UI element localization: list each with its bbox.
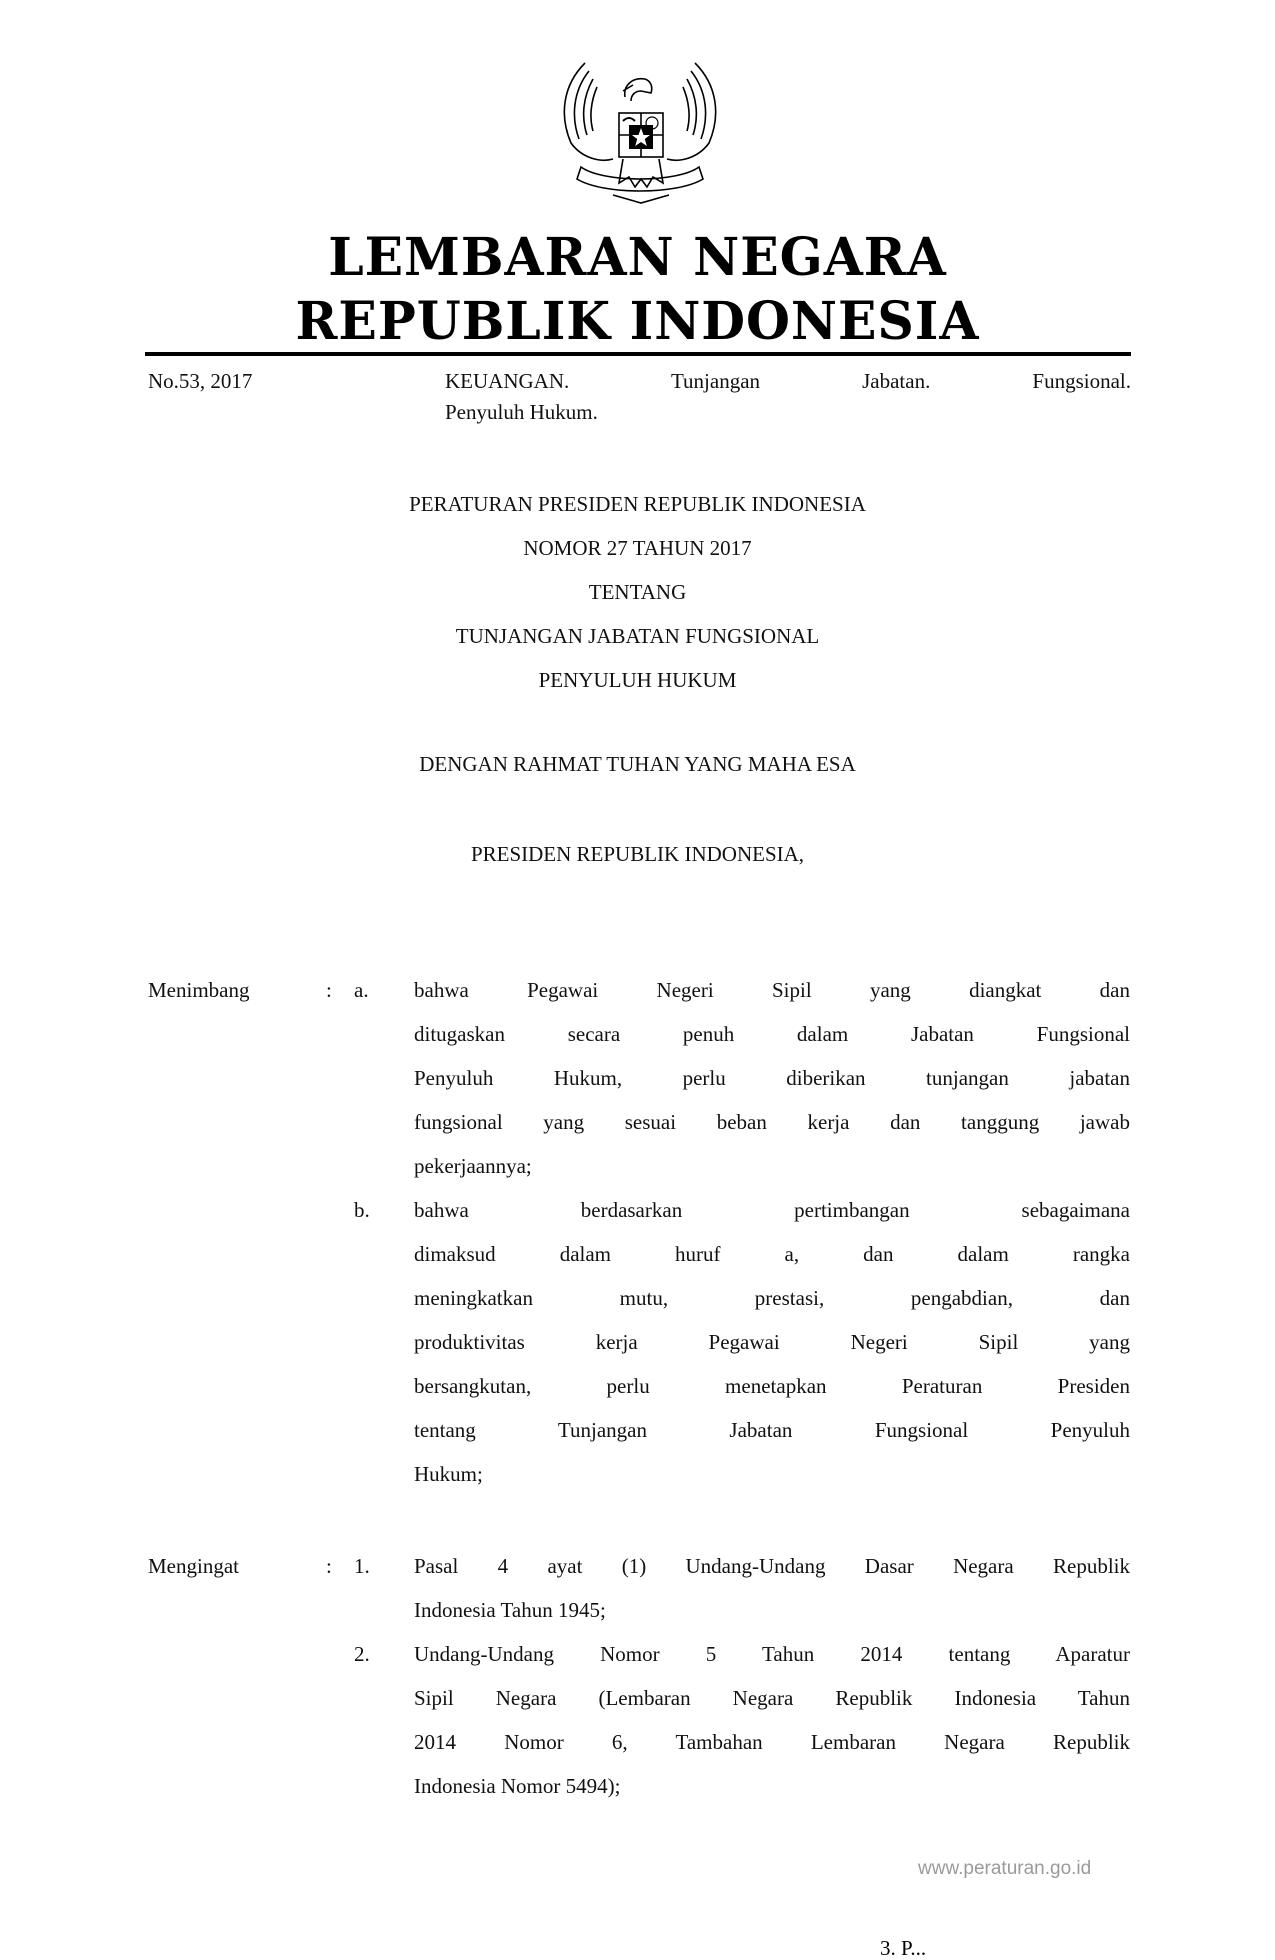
item-marker: b. — [354, 1198, 370, 1222]
regulation-title-line: PERATURAN PRESIDEN REPUBLIK INDONESIA — [409, 492, 866, 516]
invocation: DENGAN RAHMAT TUHAN YANG MAHA ESA — [419, 752, 856, 776]
section-colon: : — [326, 978, 332, 1002]
regulation-title-line: TUNJANGAN JABATAN FUNGSIONAL — [455, 624, 820, 648]
text-line: fungsional yang sesuai beban kerja dan tanggung jawab — [414, 1110, 1130, 1134]
page-continuation-marker: 3. P... — [880, 1936, 927, 1960]
text-line: Undang-Undang Nomor 5 Tahun 2014 tentang Aparatur — [414, 1642, 1130, 1666]
masthead-divider — [145, 352, 1131, 356]
item-marker: a. — [354, 978, 369, 1002]
regulation-title-block — [145, 482, 1130, 702]
text-line: Indonesia Tahun 1945; — [414, 1598, 606, 1622]
gazette-subject-line-2: Penyuluh Hukum. — [445, 400, 598, 424]
list-item — [148, 1544, 1133, 1632]
masthead-title-line-2: REPUBLIK INDONESIA — [295, 291, 980, 352]
regulation-title-line: TENTANG — [588, 580, 687, 604]
gazette-number: No.53, 2017 — [148, 369, 253, 393]
text-line: produktivitas kerja Pegawai Negeri Sipil yang — [414, 1330, 1130, 1354]
list-item — [148, 1188, 1133, 1496]
text-line: 2014 Nomor 6, Tambahan Lembaran Negara Republik — [414, 1730, 1130, 1754]
gazette-subject-line-1: KEUANGAN. Tunjangan Jabatan. Fungsional. — [445, 369, 1131, 393]
masthead-title-line-1: LEMBARAN NEGARA — [328, 227, 947, 288]
text-line: dimaksud dalam huruf a, dan dalam rangka — [414, 1242, 1130, 1266]
menimbang-section — [148, 968, 1133, 1496]
garuda-pancasila-emblem-icon — [553, 55, 727, 215]
text-line: Penyuluh Hukum, perlu diberikan tunjangan jabatan — [414, 1066, 1130, 1090]
text-line: Hukum; — [414, 1462, 483, 1486]
footer-website-link[interactable]: www.peraturan.go.id — [918, 1858, 1092, 1879]
list-item — [148, 968, 1133, 1188]
item-marker: 1. — [354, 1554, 370, 1578]
text-line: meningkatkan mutu, prestasi, pengabdian, dan — [414, 1286, 1130, 1310]
text-line: Sipil Negara (Lembaran Negara Republik Indonesia Tahun — [414, 1686, 1130, 1710]
text-line: Pasal 4 ayat (1) Undang-Undang Dasar Negara Republik — [414, 1554, 1130, 1578]
regulation-title-line: NOMOR 27 TAHUN 2017 — [523, 536, 752, 560]
mengingat-section — [148, 1544, 1133, 1808]
list-item — [148, 1632, 1133, 1808]
item-body — [414, 1188, 1130, 1496]
gazette-header-row — [148, 366, 1131, 424]
section-label: Mengingat — [148, 1554, 239, 1578]
text-line: pekerjaannya; — [414, 1154, 532, 1178]
regulation-title-line: PENYULUH HUKUM — [538, 668, 737, 692]
text-line: bahwa Pegawai Negeri Sipil yang diangkat dan — [414, 978, 1130, 1002]
item-body — [414, 968, 1130, 1188]
text-line: tentang Tunjangan Jabatan Fungsional Penyuluh — [414, 1418, 1130, 1442]
section-colon: : — [326, 1554, 332, 1578]
text-line: bersangkutan, perlu menetapkan Peraturan Presiden — [414, 1374, 1130, 1398]
item-marker: 2. — [354, 1642, 370, 1666]
text-line: Indonesia Nomor 5494); — [414, 1774, 621, 1798]
president-heading: PRESIDEN REPUBLIK INDONESIA, — [470, 842, 805, 866]
section-label: Menimbang — [148, 978, 250, 1002]
item-body — [414, 1544, 1130, 1632]
text-line: ditugaskan secara penuh dalam Jabatan Fungsional — [414, 1022, 1130, 1046]
text-line: bahwa berdasarkan pertimbangan sebagaimana — [414, 1198, 1130, 1222]
item-body — [414, 1632, 1130, 1808]
